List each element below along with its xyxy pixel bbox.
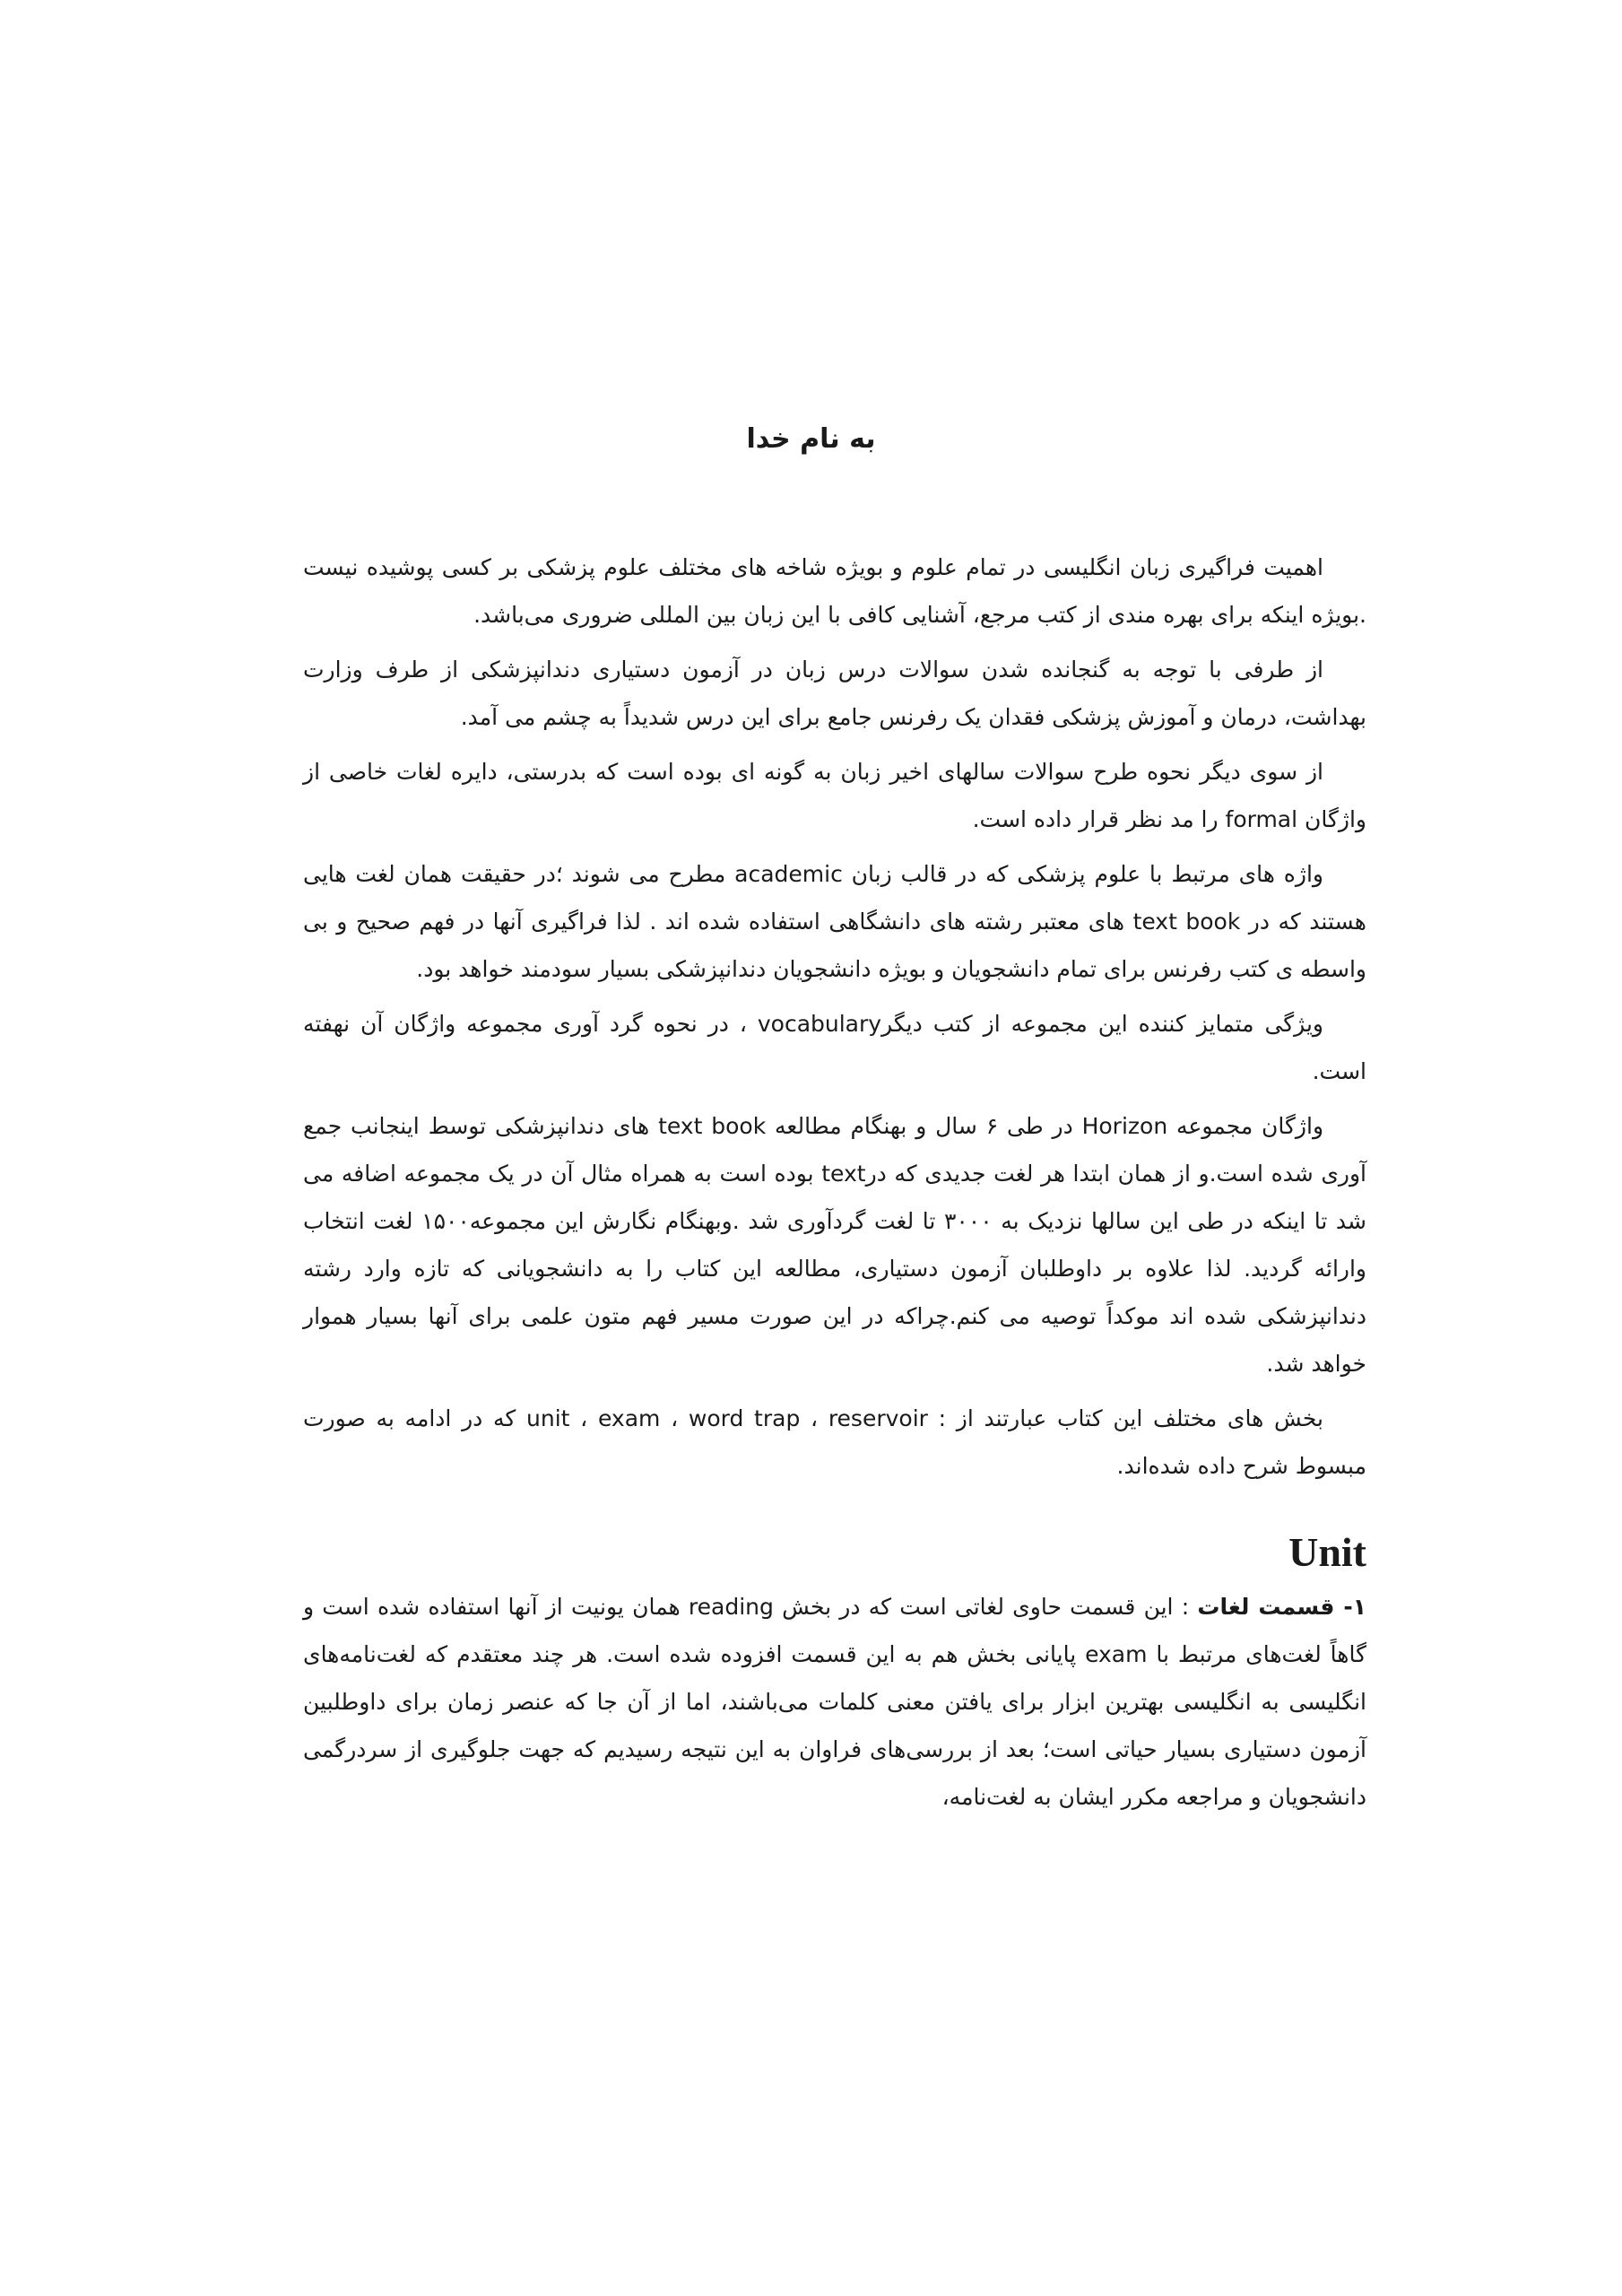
paragraph-importance: اهمیت فراگیری زبان انگلیسی در تمام علوم و بویژه شاخه های مختلف علوم پزشکی بر کسی پوشیده نیست .بویژه اینکه برای بهره مندی از کتب مرجع، آشنایی کافی با این زبان بین المللی ضروری می‌باشد. — [303, 554, 1366, 628]
paragraph-exam-context: از طرفی با توجه به گنجانده شدن سوالات درس زبان در آزمون دستیاری دندانپزشکی از طرف وزارت بهداشت، درمان و آموزش پزشکی فقدان یک رفرنس جامع برای این درس شدیداً به چشم می آمد. — [303, 657, 1366, 730]
page-title: به نام خدا — [746, 423, 876, 455]
vocabulary-section-paragraph — [303, 1583, 1366, 1821]
vocabulary-section-label: ۱- قسمت لغات — [1197, 1594, 1366, 1620]
paragraph-question-style: از سوی دیگر نحوه طرح سوالات سالهای اخیر زبان به گونه ای بوده است که بدرستی، دایره لغات خاصی از واژگان formal را مد نظر قرار داده است. — [303, 759, 1366, 832]
paragraph-academic-words: واژه های مرتبط با علوم پزشکی که در قالب زبان academic مطرح می شوند ؛در حقیقت همان لغت هایی هستند که در text book های معتبر رشته های دانشگاهی استفاده شده اند . لذا فراگیری آنها در فهم صحیح و بی واسطه ی کتب رفرنس برای تمام دانشجویان و بویژه دانشجویان دندانپزشکی بسیار سودمند خواهد بود. — [303, 861, 1366, 982]
document-body — [303, 544, 1366, 1828]
paragraph-book-sections: بخش های مختلف این کتاب عبارتند از : unit ، exam ، word trap ، reservoir که در ادامه به صورت مبسوط شرح داده شده‌اند. — [303, 1405, 1366, 1479]
paragraph-distinction: ویژگی متمایز کننده این مجموعه از کتب دیگرvocabulary ، در نحوه گرد آوری مجموعه واژگان آن نهفته است. — [303, 1011, 1366, 1084]
vocabulary-section-text: : این قسمت حاوی لغاتی است که در بخش reading همان یونیت از آنها استفاده شده است و گاهاً لغت‌های مرتبط با exam پایانی بخش هم به این قسمت افزوده شده است. هر چند معتقدم که لغت‌نامه‌های انگلیسی به انگلیسی بهترین ابزار برای یافتن معنی کلمات می‌باشند، اما از آن جا که عنصر زمان برای داوطلبین آزمون دستیاری بسیار حیاتی است؛ بعد از بررسی‌های فراوان به این نتیجه رسیدیم که جهت جلوگیری از سردرگمی دانشجویان و مراجعه مکرر ایشان به لغت‌نامه، — [303, 1594, 1366, 1810]
vocabulary-section — [303, 1583, 1366, 1821]
paragraph-horizon-collection: واژگان مجموعه Horizon در طی ۶ سال و بهنگام مطالعه text book های دندانپزشکی توسط اینجانب جمع آوری شده است.و از همان ابتدا هر لغت جدیدی که درtext بوده است به همراه مثال آن در یک مجموعه اضافه می شد تا اینکه در طی این سالها نزدیک به ۳۰۰۰ تا لغت گردآوری شد .وبهنگام نگارش این مجموعه۱۵۰۰ لغت انتخاب وارائه گردید. لذا علاوه بر داوطلبان آزمون دستیاری، مطالعه این کتاب را به دانشجویانی که تازه وارد رشته دندانپزشکی شده اند موکداً توصیه می کنم.چراکه در این صورت مسیر فهم متون علمی برای آنها بسیار هموار خواهد شد. — [303, 1113, 1367, 1377]
unit-heading: Unit — [1288, 1529, 1366, 1575]
